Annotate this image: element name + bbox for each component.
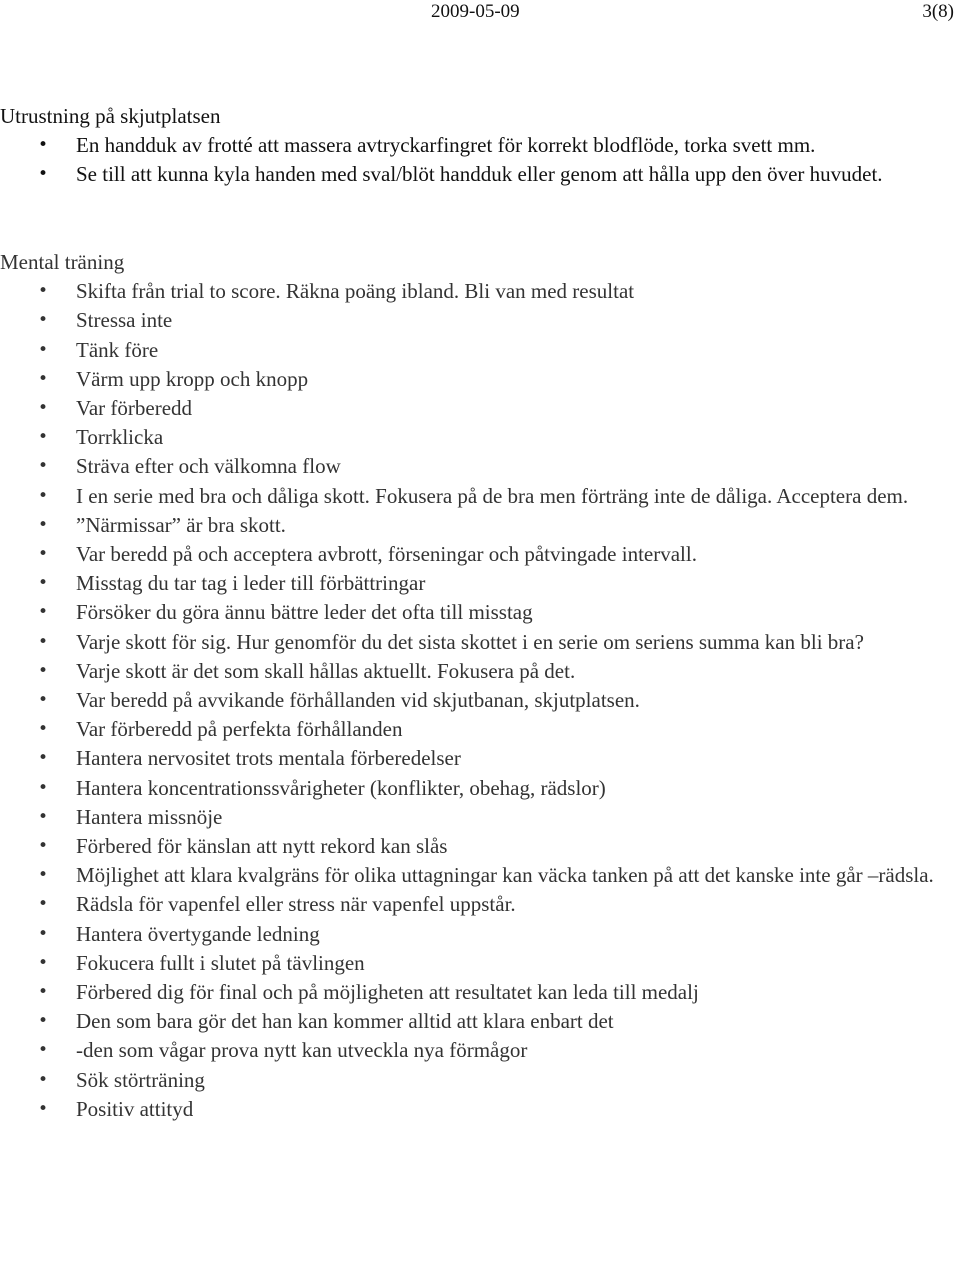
list-item-text: Stressa inte: [76, 308, 173, 333]
bullet-icon: •: [37, 865, 49, 886]
bullet-icon: •: [37, 544, 49, 565]
list-item: [0, 628, 960, 657]
header-page-number: 3(8): [922, 1, 954, 22]
list-item: [0, 160, 960, 189]
bullet-icon: •: [37, 894, 49, 915]
list-item: [0, 657, 960, 686]
list-item-text: I en serie med bra och dåliga skott. Fokusera på de bra men förträng inte de dåliga. Acceptera dem.: [76, 483, 909, 508]
bullet-icon: •: [37, 514, 49, 535]
list-item: [0, 715, 960, 744]
bullet-icon: •: [37, 427, 49, 448]
list-item: [0, 306, 960, 335]
list-item: [0, 832, 960, 861]
list-item: [0, 774, 960, 803]
section-title: Utrustning på skjutplatsen: [0, 104, 221, 128]
list-item-text: Förbered för känslan att nytt rekord kan slås: [76, 834, 448, 859]
list-item: [0, 540, 960, 569]
list-item-text: Värm upp kropp och knopp: [76, 366, 309, 391]
bullet-icon: •: [37, 923, 49, 944]
list-item-text: Var beredd på avvikande förhållanden vid skjutbanan, skjutplatsen.: [76, 688, 640, 713]
list-item-text: Hantera nervositet trots mentala förberedelser: [76, 746, 461, 771]
list-item: [0, 949, 960, 978]
bullet-icon: •: [37, 1011, 49, 1032]
list-item: [0, 569, 960, 598]
list-item: [0, 423, 960, 452]
bullet-icon: •: [37, 281, 49, 302]
list-item: [0, 511, 960, 540]
bullet-icon: •: [37, 368, 49, 389]
bullet-list: [0, 277, 960, 1124]
list-item-text: -den som vågar prova nytt kan utveckla nya förmågor: [76, 1038, 528, 1063]
list-item: [0, 452, 960, 481]
list-item: [0, 1007, 960, 1036]
section-mental-training: [0, 248, 960, 1124]
bullet-icon: •: [37, 135, 49, 156]
list-item: [0, 803, 960, 832]
bullet-icon: •: [37, 602, 49, 623]
list-item: [0, 744, 960, 773]
list-item-text: ”Närmissar” är bra skott.: [76, 512, 286, 537]
list-item-text: Misstag du tar tag i leder till förbättringar: [76, 571, 426, 596]
bullet-icon: •: [37, 952, 49, 973]
bullet-icon: •: [37, 456, 49, 477]
bullet-icon: •: [37, 573, 49, 594]
list-item-text: Sträva efter och välkomna flow: [76, 454, 341, 479]
list-item-text: Den som bara gör det han kan kommer alltid att klara enbart det: [76, 1009, 614, 1034]
bullet-icon: •: [37, 982, 49, 1003]
list-item-text: Varje skott är det som skall hållas aktuellt. Fokusera på det.: [76, 658, 576, 683]
bullet-icon: •: [37, 748, 49, 769]
list-item-text: Hantera övertygande ledning: [76, 921, 320, 946]
list-item-text: Sök störträning: [76, 1067, 205, 1092]
bullet-icon: •: [37, 310, 49, 331]
list-item: [0, 1066, 960, 1095]
list-item: [0, 277, 960, 306]
list-item-text: Var förberedd: [76, 396, 193, 421]
list-item-text: Förbered dig för final och på möjligheten att resultatet kan leda till medalj: [76, 980, 699, 1005]
list-item: [0, 861, 960, 890]
bullet-icon: •: [37, 777, 49, 798]
header-date: 2009-05-09: [431, 1, 520, 22]
bullet-icon: •: [37, 660, 49, 681]
list-item-text: Varje skott för sig. Hur genomför du det sista skottet i en serie om seriens summa kan bli bra?: [76, 629, 864, 654]
list-item-text: En handduk av frotté att massera avtryckarfingret för korrekt blodflöde, torka svett mm.: [76, 133, 816, 158]
bullet-icon: •: [37, 339, 49, 360]
list-item-text: Positiv attityd: [76, 1096, 194, 1121]
bullet-icon: •: [37, 690, 49, 711]
bullet-icon: •: [37, 806, 49, 827]
list-item: [0, 1095, 960, 1124]
bullet-icon: •: [37, 1098, 49, 1119]
section-spacer: [0, 190, 960, 248]
list-item-text: Rädsla för vapenfel eller stress när vapenfel uppstår.: [76, 892, 516, 917]
list-item: [0, 686, 960, 715]
bullet-icon: •: [37, 836, 49, 857]
bullet-list: [0, 131, 960, 189]
section-equipment: [0, 102, 960, 190]
list-item-text: Tänk före: [76, 337, 159, 362]
list-item: [0, 920, 960, 949]
list-item: [0, 890, 960, 919]
list-item-text: Skifta från trial to score. Räkna poäng ibland. Bli van med resultat: [76, 279, 635, 304]
document-body: [0, 102, 960, 1124]
list-item: [0, 978, 960, 1007]
bullet-icon: •: [37, 1069, 49, 1090]
list-item: [0, 598, 960, 627]
list-item: [0, 394, 960, 423]
list-item-text: Var beredd på och acceptera avbrott, förseningar och påtvingade intervall.: [76, 542, 697, 567]
list-item-text: Hantera missnöje: [76, 804, 223, 829]
bullet-icon: •: [37, 398, 49, 419]
bullet-icon: •: [37, 164, 49, 185]
list-item: [0, 365, 960, 394]
section-title: Mental träning: [0, 250, 125, 274]
bullet-icon: •: [37, 485, 49, 506]
list-item-text: Se till att kunna kyla handen med sval/blöt handduk eller genom att hålla upp den över huvudet.: [76, 162, 883, 187]
bullet-icon: •: [37, 631, 49, 652]
bullet-icon: •: [37, 719, 49, 740]
list-item-text: Möjlighet att klara kvalgräns för olika uttagningar kan väcka tanken på att det kanske inte går –rädsla.: [76, 863, 934, 888]
list-item: [0, 1036, 960, 1065]
bullet-icon: •: [37, 1040, 49, 1061]
page-header: [0, 0, 960, 24]
list-item-text: Torrklicka: [76, 425, 164, 450]
list-item-text: Försöker du göra ännu bättre leder det ofta till misstag: [76, 600, 533, 625]
list-item: [0, 131, 960, 160]
list-item-text: Fokucera fullt i slutet på tävlingen: [76, 950, 365, 975]
list-item: [0, 336, 960, 365]
list-item-text: Hantera koncentrationssvårigheter (konflikter, obehag, rädslor): [76, 775, 606, 800]
list-item-text: Var förberedd på perfekta förhållanden: [76, 717, 403, 742]
list-item: [0, 482, 960, 511]
